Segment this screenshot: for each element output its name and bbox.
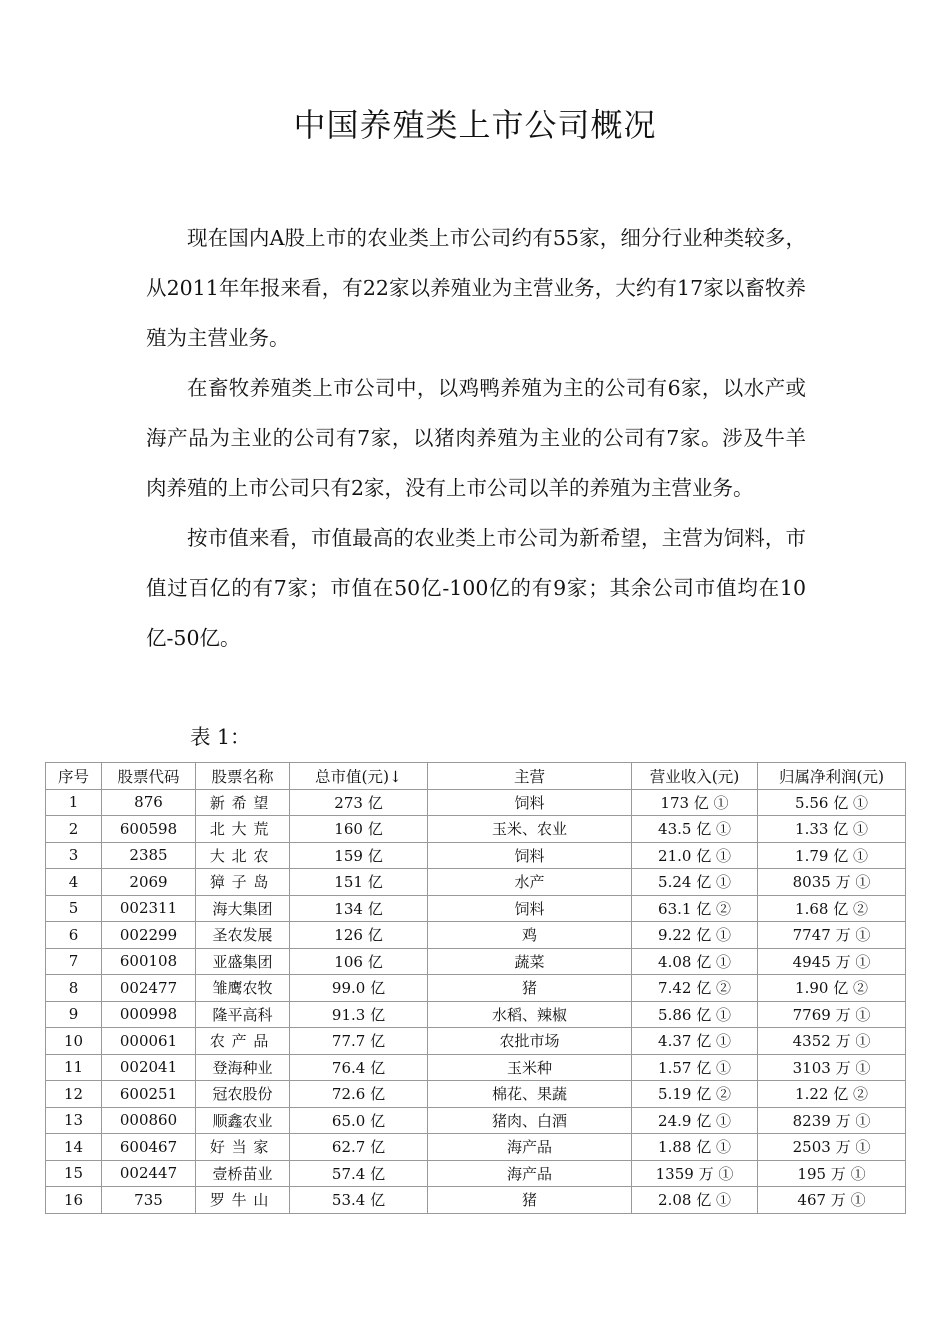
table-cell-col-stock-name: 圣农发展 — [196, 922, 290, 949]
table-cell-col-main-business: 猪 — [428, 975, 632, 1002]
table-cell-col-stock-name: 顺鑫农业 — [196, 1107, 290, 1134]
table-cell-col-stock-name: 隆平高科 — [196, 1001, 290, 1028]
table-cell-col-main-business: 猪 — [428, 1187, 632, 1214]
table-header-col-index: 序号 — [46, 763, 102, 790]
table-cell-col-main-business: 水稻、辣椒 — [428, 1001, 632, 1028]
table-cell-col-stock-code: 000998 — [102, 1001, 196, 1028]
table-cell-col-index: 3 — [46, 842, 102, 869]
company-table — [45, 762, 906, 1214]
table-cell-col-stock-name: 登海种业 — [196, 1054, 290, 1081]
table-cell-col-net-profit: 1.90 亿 ② — [758, 975, 906, 1002]
table-cell-col-stock-name: 壹桥苗业 — [196, 1160, 290, 1187]
table-row — [46, 1081, 906, 1108]
table-cell-col-market-cap: 57.4 亿 — [290, 1160, 428, 1187]
table-cell-col-net-profit: 1.79 亿 ① — [758, 842, 906, 869]
table-header-col-revenue: 营业收入(元) — [632, 763, 758, 790]
table-row — [46, 1028, 906, 1055]
table-cell-col-market-cap: 134 亿 — [290, 895, 428, 922]
table-header-row — [46, 763, 906, 790]
table-cell-col-net-profit: 4945 万 ① — [758, 948, 906, 975]
table-cell-col-stock-code: 002447 — [102, 1160, 196, 1187]
table-cell-col-net-profit: 4352 万 ① — [758, 1028, 906, 1055]
table-row — [46, 1134, 906, 1161]
table-cell-col-main-business: 水产 — [428, 869, 632, 896]
table-cell-col-revenue: 5.86 亿 ① — [632, 1001, 758, 1028]
table-cell-col-stock-code: 2069 — [102, 869, 196, 896]
table-cell-col-stock-name: 罗牛山 — [196, 1187, 290, 1214]
table-cell-col-main-business: 玉米种 — [428, 1054, 632, 1081]
table-cell-col-market-cap: 72.6 亿 — [290, 1081, 428, 1108]
table-row — [46, 1160, 906, 1187]
table-cell-col-index: 12 — [46, 1081, 102, 1108]
table-cell-col-main-business: 饲料 — [428, 842, 632, 869]
table-cell-col-revenue: 5.24 亿 ① — [632, 869, 758, 896]
table-cell-col-market-cap: 106 亿 — [290, 948, 428, 975]
table-cell-col-stock-name: 海大集团 — [196, 895, 290, 922]
table-cell-col-stock-code: 600251 — [102, 1081, 196, 1108]
table-cell-col-index: 11 — [46, 1054, 102, 1081]
table-cell-col-index: 6 — [46, 922, 102, 949]
table-cell-col-stock-name: 新希望 — [196, 789, 290, 816]
table-cell-col-net-profit: 7769 万 ① — [758, 1001, 906, 1028]
table-cell-col-stock-name: 大北农 — [196, 842, 290, 869]
table-cell-col-main-business: 蔬菜 — [428, 948, 632, 975]
table-cell-col-net-profit: 195 万 ① — [758, 1160, 906, 1187]
table-row — [46, 1054, 906, 1081]
table-cell-col-net-profit: 8035 万 ① — [758, 869, 906, 896]
table-cell-col-stock-name: 冠农股份 — [196, 1081, 290, 1108]
paragraph-2: 在畜牧养殖类上市公司中，以鸡鸭养殖为主的公司有6家，以水产或海产品为主业的公司有7家，以猪肉养殖为主业的公司有7家。涉及牛羊肉养殖的上市公司只有2家，没有上市公司以羊的养殖为主营业务。 — [146, 376, 806, 500]
table-cell-col-market-cap: 76.4 亿 — [290, 1054, 428, 1081]
table-cell-col-market-cap: 53.4 亿 — [290, 1187, 428, 1214]
paragraph-1: 现在国内A股上市的农业类上市公司约有55家，细分行业种类较多，从2011年年报来看，有22家以养殖业为主营业务，大约有17家以畜牧养殖为主营业务。 — [146, 226, 806, 350]
table-cell-col-stock-code: 876 — [102, 789, 196, 816]
table-header-col-stock-name: 股票名称 — [196, 763, 290, 790]
table-cell-col-stock-name: 雏鹰农牧 — [196, 975, 290, 1002]
table-cell-col-revenue: 43.5 亿 ① — [632, 816, 758, 843]
table-cell-col-market-cap: 159 亿 — [290, 842, 428, 869]
table-cell-col-stock-name: 獐子岛 — [196, 869, 290, 896]
table-cell-col-index: 5 — [46, 895, 102, 922]
table-cell-col-net-profit: 2503 万 ① — [758, 1134, 906, 1161]
table-cell-col-market-cap: 65.0 亿 — [290, 1107, 428, 1134]
table-cell-col-market-cap: 273 亿 — [290, 789, 428, 816]
table-cell-col-net-profit: 1.68 亿 ② — [758, 895, 906, 922]
table-cell-col-index: 1 — [46, 789, 102, 816]
table-row — [46, 816, 906, 843]
table-cell-col-revenue: 5.19 亿 ② — [632, 1081, 758, 1108]
table-cell-col-net-profit: 7747 万 ① — [758, 922, 906, 949]
table-row — [46, 948, 906, 975]
table-cell-col-index: 15 — [46, 1160, 102, 1187]
table-cell-col-stock-code: 002311 — [102, 895, 196, 922]
table-header-col-net-profit: 归属净利润(元) — [758, 763, 906, 790]
table-cell-col-market-cap: 99.0 亿 — [290, 975, 428, 1002]
table-row — [46, 869, 906, 896]
table-body — [46, 789, 906, 1213]
table-cell-col-revenue: 4.37 亿 ① — [632, 1028, 758, 1055]
table-cell-col-revenue: 2.08 亿 ① — [632, 1187, 758, 1214]
table-cell-col-index: 8 — [46, 975, 102, 1002]
table-cell-col-main-business: 海产品 — [428, 1160, 632, 1187]
table-cell-col-stock-code: 600467 — [102, 1134, 196, 1161]
table-cell-col-index: 2 — [46, 816, 102, 843]
table-cell-col-main-business: 海产品 — [428, 1134, 632, 1161]
table-cell-col-stock-code: 000061 — [102, 1028, 196, 1055]
table-cell-col-main-business: 棉花、果蔬 — [428, 1081, 632, 1108]
table-header-col-market-cap: 总市值(元)↓ — [290, 763, 428, 790]
table-row — [46, 1187, 906, 1214]
table-row — [46, 975, 906, 1002]
table-cell-col-revenue: 1.57 亿 ① — [632, 1054, 758, 1081]
table-row — [46, 1107, 906, 1134]
table-cell-col-market-cap: 151 亿 — [290, 869, 428, 896]
table-cell-col-revenue: 4.08 亿 ① — [632, 948, 758, 975]
table-cell-col-stock-code: 600598 — [102, 816, 196, 843]
table-row — [46, 842, 906, 869]
table-cell-col-stock-code: 600108 — [102, 948, 196, 975]
table-cell-col-market-cap: 62.7 亿 — [290, 1134, 428, 1161]
table-cell-col-net-profit: 5.56 亿 ① — [758, 789, 906, 816]
table-cell-col-market-cap: 77.7 亿 — [290, 1028, 428, 1055]
table-cell-col-market-cap: 126 亿 — [290, 922, 428, 949]
table-cell-col-revenue: 24.9 亿 ① — [632, 1107, 758, 1134]
table-cell-col-index: 16 — [46, 1187, 102, 1214]
table-cell-col-net-profit: 8239 万 ① — [758, 1107, 906, 1134]
table-row — [46, 922, 906, 949]
table-caption: 表 1： — [190, 725, 251, 749]
table-cell-col-stock-code: 735 — [102, 1187, 196, 1214]
table-cell-col-index: 13 — [46, 1107, 102, 1134]
table-cell-col-revenue: 63.1 亿 ② — [632, 895, 758, 922]
table-cell-col-revenue: 1359 万 ① — [632, 1160, 758, 1187]
table-cell-col-revenue: 7.42 亿 ② — [632, 975, 758, 1002]
table-cell-col-index: 14 — [46, 1134, 102, 1161]
table-cell-col-stock-name: 北大荒 — [196, 816, 290, 843]
table-cell-col-revenue: 1.88 亿 ① — [632, 1134, 758, 1161]
table-cell-col-stock-code: 002299 — [102, 922, 196, 949]
table-row — [46, 1001, 906, 1028]
table-cell-col-main-business: 饲料 — [428, 895, 632, 922]
table-cell-col-main-business: 玉米、农业 — [428, 816, 632, 843]
table-cell-col-stock-code: 000860 — [102, 1107, 196, 1134]
table-cell-col-main-business: 饲料 — [428, 789, 632, 816]
table-cell-col-index: 7 — [46, 948, 102, 975]
table-cell-col-stock-name: 农产品 — [196, 1028, 290, 1055]
table-cell-col-net-profit: 467 万 ① — [758, 1187, 906, 1214]
table-cell-col-market-cap: 91.3 亿 — [290, 1001, 428, 1028]
table-cell-col-stock-code: 002477 — [102, 975, 196, 1002]
table-cell-col-revenue: 173 亿 ① — [632, 789, 758, 816]
table-cell-col-stock-code: 002041 — [102, 1054, 196, 1081]
table-cell-col-net-profit: 1.22 亿 ② — [758, 1081, 906, 1108]
paragraph-3: 按市值来看，市值最高的农业类上市公司为新希望，主营为饲料，市值过百亿的有7家；市值在50亿-100亿的有9家；其余公司市值均在10亿-50亿。 — [146, 526, 806, 650]
body-text — [146, 213, 806, 663]
table-row — [46, 895, 906, 922]
table-cell-col-revenue: 9.22 亿 ① — [632, 922, 758, 949]
table-cell-col-stock-name: 好当家 — [196, 1134, 290, 1161]
table-cell-col-net-profit: 1.33 亿 ① — [758, 816, 906, 843]
table-cell-col-stock-name: 亚盛集团 — [196, 948, 290, 975]
table-cell-col-revenue: 21.0 亿 ① — [632, 842, 758, 869]
table-cell-col-index: 9 — [46, 1001, 102, 1028]
table-cell-col-net-profit: 3103 万 ① — [758, 1054, 906, 1081]
table-cell-col-market-cap: 160 亿 — [290, 816, 428, 843]
table-cell-col-main-business: 农批市场 — [428, 1028, 632, 1055]
table-cell-col-stock-code: 2385 — [102, 842, 196, 869]
table-header-col-stock-code: 股票代码 — [102, 763, 196, 790]
table-cell-col-index: 10 — [46, 1028, 102, 1055]
table-row — [46, 789, 906, 816]
table-cell-col-main-business: 鸡 — [428, 922, 632, 949]
table-cell-col-index: 4 — [46, 869, 102, 896]
page-title: 中国养殖类上市公司概况 — [293, 106, 657, 144]
table-header-col-main-business: 主营 — [428, 763, 632, 790]
table-cell-col-main-business: 猪肉、白酒 — [428, 1107, 632, 1134]
